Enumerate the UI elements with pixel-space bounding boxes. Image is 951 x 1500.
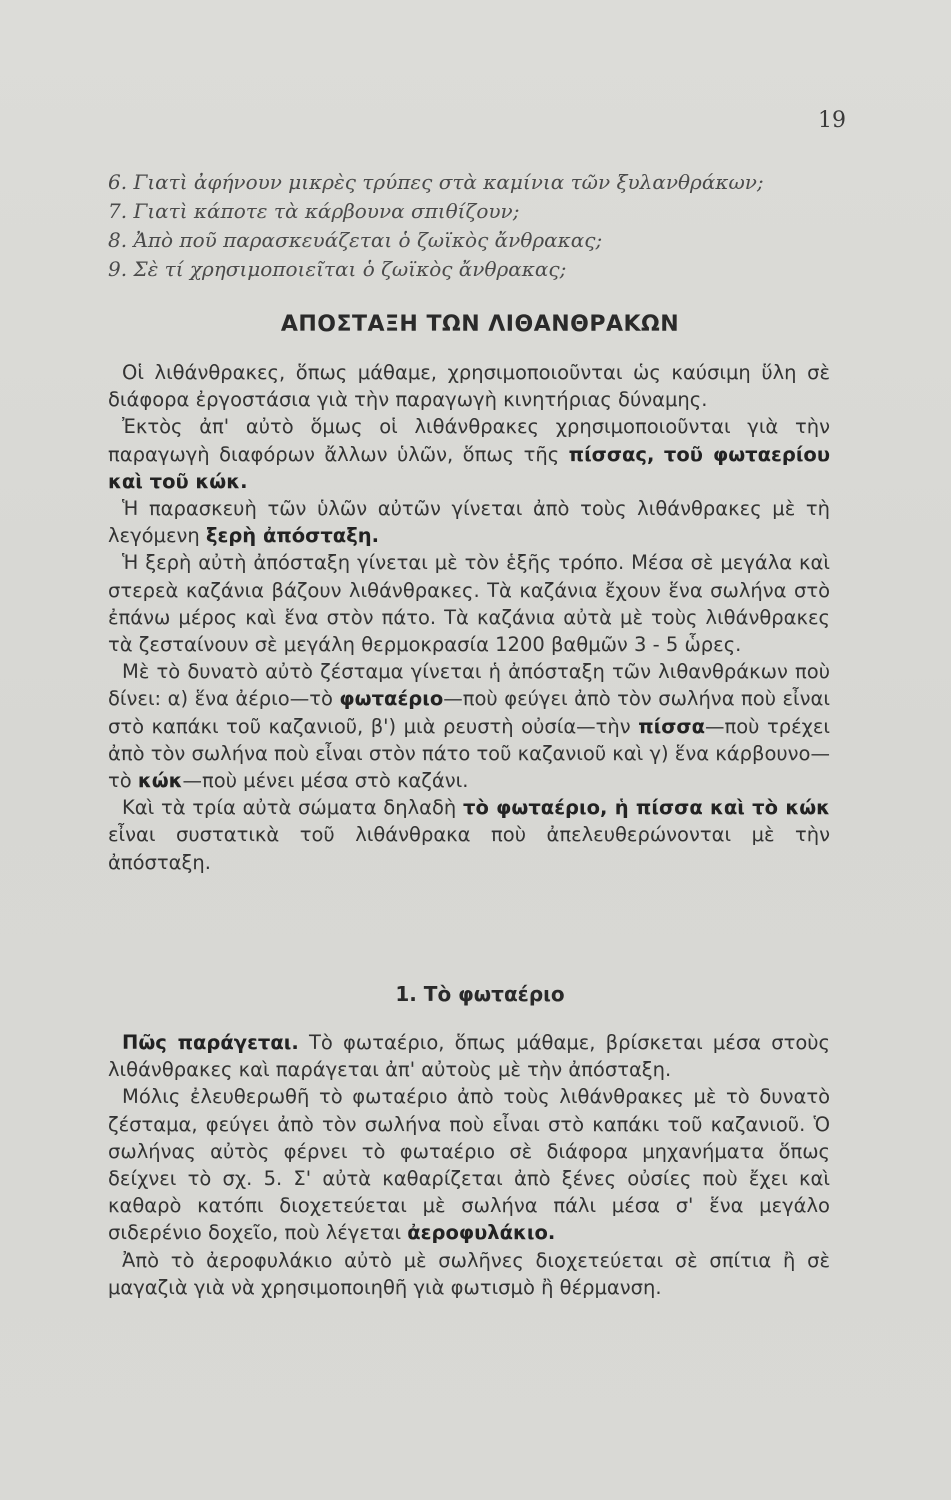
paragraph-text: —ποὺ φεύγει ἀπὸ τὸν σωλήνα ποὺ εἶναι στὸ καπάκι τοῦ καζανιοῦ, β') μιὰ ρευστὴ οὐσία—τὴν — [108, 687, 830, 738]
paragraph — [108, 1083, 830, 1246]
question-item: 7. Γιατὶ κάποτε τὰ κάρβουνα σπιθίζουν; — [108, 199, 520, 223]
bold-term-dry-distillation: ξερὴ ἀπόσταξη. — [205, 524, 380, 548]
paragraph-text: —ποὺ μένει μέσα στὸ καζάνι. — [182, 769, 469, 793]
paragraph-text: Ἐκτὸς ἀπ' αὐτὸ ὅμως οἱ λιθάνθρακες χρησιμοποιοῦνται γιὰ τὴν παραγωγὴ διαφόρων ἄλλων ὑλῶν, ὅπως τῆς — [108, 415, 830, 466]
question-item: 8. Ἀπὸ ποῦ παρασκευάζεται ὁ ζωϊκὸς ἄνθρακας; — [108, 228, 603, 252]
bold-term-pitch: πίσσας, — [568, 442, 655, 466]
subsection-title: 1. Τὸ φωταέριο — [395, 982, 565, 1006]
bold-term-coke: κώκ — [137, 769, 183, 793]
paragraph: Οἱ λιθάνθρακες, ὅπως μάθαμε, χρησιμοποιοῦνται ὡς καύσιμη ὕλη σὲ διάφορα ἐργοστάσια γιὰ τὴν παραγωγὴ κινητήριας δύναμης. — [108, 361, 830, 412]
paragraph: Ἡ ξερὴ αὐτὴ ἀπόσταξη γίνεται μὲ τὸν ἑξῆς τρόπο. Μέσα σὲ μεγάλα καὶ στερεὰ καζάνια βάζουν λιθάνθρακες. Τὰ καζάνια ἔχουν ἕνα σωλήνα στὸ ἐπάνω μέρος καὶ ἕνα στὸν πάτο. Τὰ καζάνια αὐτὰ μὲ τοὺς λιθάνθρακες τὰ ζεσταίνουν σὲ μεγάλη θερμοκρασία 1200 βαθμῶν 3 - 5 ὧρες. — [108, 551, 830, 657]
bold-term-pitch: πίσσα — [638, 714, 705, 738]
paragraph-text: Τὸ φωταέριο, ὅπως μάθαμε, βρίσκεται μέσα στοὺς λιθάνθρακες καὶ παράγεται ἀπ' αὐτοὺς μὲ τὴν ἀπόσταξη. — [108, 1031, 830, 1082]
paragraph — [108, 495, 830, 549]
question-item: 6. Γιατὶ ἀφήνουν μικρὲς τρύπες στὰ καμίνια τῶν ξυλανθράκων; — [108, 170, 764, 194]
question-item: 9. Σὲ τί χρησιμοποιεῖται ὁ ζωϊκὸς ἄνθρακας; — [108, 257, 567, 281]
page-number: 19 — [818, 108, 846, 133]
paragraph-text: Ἡ παρασκευὴ τῶν ὑλῶν αὐτῶν γίνεται ἀπὸ τοὺς λιθάνθρακες μὲ τὴ λεγόμενη — [108, 497, 830, 548]
paragraph-text: Καὶ τὰ τρία αὐτὰ σώματα δηλαδὴ — [122, 796, 457, 820]
bold-term-products: τὸ φωταέριο, ἡ πίσσα καὶ τὸ κώκ — [463, 796, 830, 820]
paragraph — [108, 658, 830, 794]
paragraph-text: Μόλις ἐλευθερωθῆ τὸ φωταέριο ἀπὸ τοὺς λιθάνθρακες μὲ τὸ δυνατὸ ζέσταμα, φεύγει ἀπὸ τὸν σωλήνα ποὺ εἶναι στὸ καπάκι τοῦ καζανιοῦ. Ὁ σωλήνας αὐτὸς φέρνει τὸ φωταέριο σὲ διάφορα μηχανήματα ὅπως δείχνει τὸ σχ. 5. Σ' αὐτὰ καθαρίζεται ἀπὸ ξένες οὐσίες ποὺ ἔχει καὶ καθαρὸ κατόπι διοχετεύεται μὲ σωλήνα πάλι μέσα σ' ἕνα μεγάλο σιδερένιο δοχεῖο, ποὺ λέγεται — [108, 1085, 830, 1245]
question-list — [108, 168, 848, 284]
bold-term-gas: φωταέριο — [339, 687, 444, 711]
paragraph — [108, 794, 830, 876]
section-body — [108, 359, 830, 876]
paragraph-text: —ποὺ τρέχει ἀπὸ τὸν σωλήνα ποὺ εἶναι στὸν πάτο τοῦ καζανιοῦ καὶ γ) ἕνα κάρβουνο—τὸ — [108, 714, 831, 793]
paragraph — [108, 413, 830, 495]
section-title: ΑΠΟΣΤΑΞΗ ΤΩΝ ΛΙΘΑΝΘΡΑΚΩΝ — [280, 312, 680, 337]
bold-term-gas-coke: τοῦ φωταερίου καὶ τοῦ κώκ. — [108, 442, 830, 493]
subsection-body — [108, 1029, 830, 1301]
paragraph-text: εἶναι συστατικὰ τοῦ λιθάνθρακα ποὺ ἀπελευθερώνονται μὲ τὴν ἀπόσταξη. — [108, 823, 830, 874]
paragraph-text: Μὲ τὸ δυνατὸ αὐτὸ ζέσταμα γίνεται ἡ ἀπόσταξη τῶν λιθανθράκων ποὺ δίνει: α) ἕνα ἀέριο—τὸ — [108, 660, 830, 711]
paragraph-lead: Πῶς παράγεται. — [122, 1031, 299, 1054]
paragraph: Ἀπὸ τὸ ἀεροφυλάκιο αὐτὸ μὲ σωλῆνες διοχετεύεται σὲ σπίτια ἢ σὲ μαγαζιὰ γιὰ νὰ χρησιμοποιηθῆ γιὰ φωτισμὸ ἢ θέρμανση. — [108, 1248, 830, 1299]
bold-term-gasholder: ἀεροφυλάκιο. — [407, 1221, 556, 1245]
paragraph — [108, 1029, 830, 1083]
